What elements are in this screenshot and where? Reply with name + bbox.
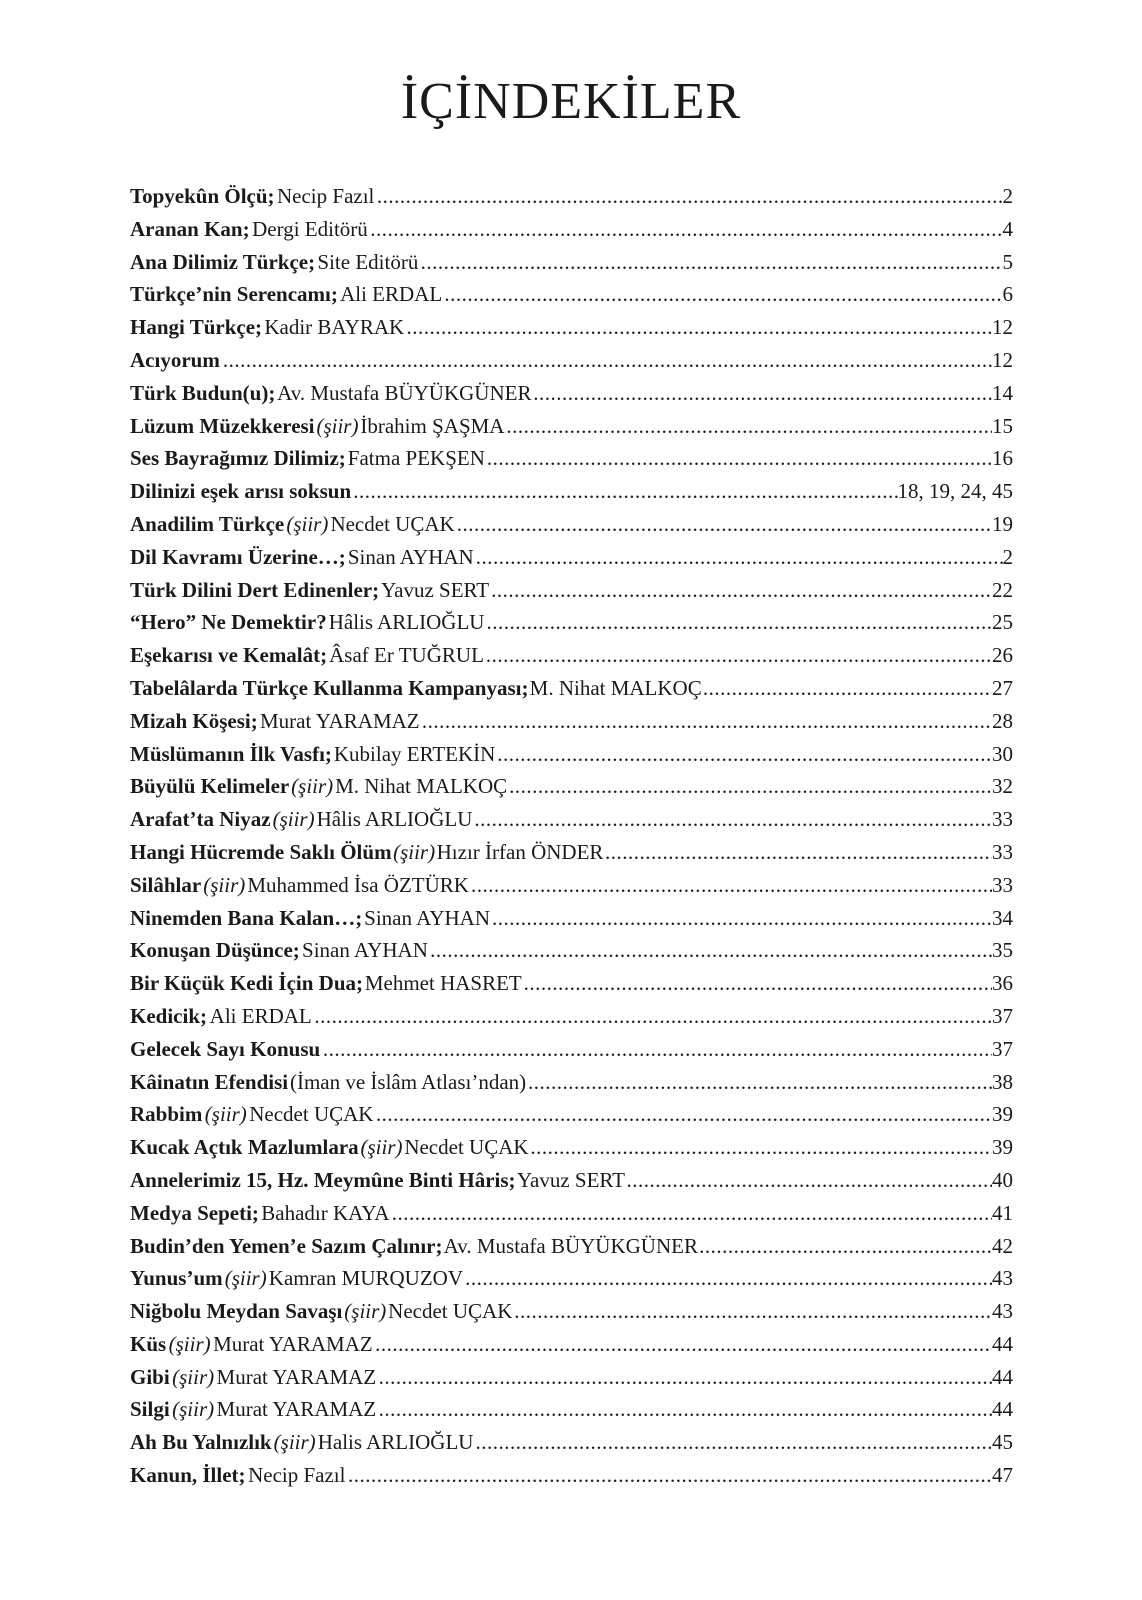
toc-entry	[130, 869, 1013, 902]
toc-entry-title: Kanun, İllet;	[130, 1463, 246, 1488]
toc-entry	[130, 180, 1013, 213]
toc-entry-type: (şiir)	[204, 1102, 247, 1127]
toc-entry	[130, 1131, 1013, 1164]
toc-entry	[130, 278, 1013, 311]
toc-entry	[130, 508, 1013, 541]
toc-entry-title: Silâhlar	[130, 872, 202, 897]
toc-entry	[130, 836, 1013, 869]
toc-entry-author: Ali ERDAL	[209, 1003, 312, 1028]
dot-leader	[421, 246, 1003, 279]
toc-entry	[130, 410, 1013, 443]
toc-entry-page-number: 39	[992, 1135, 1013, 1160]
toc-entry-author: Sinan AYHAN	[347, 544, 474, 569]
toc-entry-title: Medya Sepeti;	[130, 1200, 259, 1225]
toc-entry	[130, 902, 1013, 935]
toc-entry-author: Muhammed İsa ÖZTÜRK	[247, 872, 469, 897]
toc-entry-title: Arafat’ta Niyaz	[130, 807, 271, 832]
toc-entry-author: Necdet UÇAK	[404, 1135, 529, 1160]
toc-entry-page-number: 32	[992, 774, 1013, 799]
toc-entry-title: Anadilim Türkçe	[130, 511, 285, 536]
toc-entry-type: (şiir)	[344, 1299, 387, 1324]
dot-leader	[524, 967, 992, 1000]
toc-entry-author: M. Nihat MALKOÇ	[335, 774, 508, 799]
toc-entry-author: Murat YARAMAZ	[216, 1397, 377, 1422]
toc-entry-author: Necdet UÇAK	[330, 511, 455, 536]
toc-entry	[130, 606, 1013, 639]
toc-entry	[130, 1328, 1013, 1361]
dot-leader	[348, 1459, 992, 1492]
toc-entry	[130, 1426, 1013, 1459]
toc-entry-page-number: 16	[992, 446, 1013, 471]
toc-entry-author: Fatma PEKŞEN	[347, 446, 485, 471]
toc-entry-title: Dil Kavramı Üzerine…;	[130, 544, 346, 569]
dot-leader	[476, 1426, 993, 1459]
toc-entry-author: Necdet UÇAK	[249, 1102, 374, 1127]
dot-leader	[422, 705, 992, 738]
toc-entry-author: Hâlis ARLIOĞLU	[316, 807, 473, 832]
dot-leader	[492, 902, 992, 935]
toc-entry	[130, 639, 1013, 672]
dot-leader	[353, 475, 897, 508]
dot-leader	[626, 1164, 992, 1197]
toc-entry-page-number: 4	[1002, 216, 1013, 241]
dot-leader	[314, 1000, 992, 1033]
toc-entry-title: Türkçe’nin Serencamı;	[130, 282, 338, 307]
toc-entry	[130, 541, 1013, 574]
toc-entry-title: Ninemden Bana Kalan…;	[130, 905, 363, 930]
toc-entry-author: Necdet UÇAK	[388, 1299, 513, 1324]
toc-entry-type: (şiir)	[168, 1331, 211, 1356]
toc-entry-author: Kamran MURQUZOV	[268, 1266, 464, 1291]
toc-entry-title: Aranan Kan;	[130, 216, 250, 241]
toc-entry-author: Kubilay ERTEKİN	[333, 741, 496, 766]
toc-entry	[130, 377, 1013, 410]
toc-entry-page-number: 22	[992, 577, 1013, 602]
toc-entry-page-number: 42	[992, 1233, 1013, 1258]
dot-leader	[528, 1066, 992, 1099]
toc-entry-page-number: 25	[992, 610, 1013, 635]
toc-entry-title: Müslümanın İlk Vasfı;	[130, 741, 332, 766]
dot-leader	[379, 1361, 992, 1394]
toc-entry-type: (şiir)	[286, 511, 329, 536]
toc-entry-author: Dergi Editörü	[252, 216, 368, 241]
toc-entry	[130, 213, 1013, 246]
toc-entry-title: Eşekarısı ve Kemalât;	[130, 643, 328, 668]
toc-entry	[130, 1230, 1013, 1263]
toc-entry	[130, 1033, 1013, 1066]
toc-entry-author: İbrahim ŞAŞMA	[360, 413, 505, 438]
dot-leader	[533, 377, 992, 410]
toc-entry-type: (şiir)	[291, 774, 334, 799]
dot-leader	[377, 180, 1003, 213]
dot-leader	[376, 1098, 992, 1131]
toc-entry-page-number: 44	[991, 1397, 1013, 1422]
dot-leader	[506, 410, 992, 443]
toc-entry-type: (şiir)	[224, 1266, 267, 1291]
toc-entry-title: Konuşan Düşünce;	[130, 938, 300, 963]
toc-entry-type: (şiir)	[203, 872, 246, 897]
table-of-contents	[130, 180, 1013, 1492]
toc-entry-author: Necip Fazıl	[248, 1463, 346, 1488]
dot-leader	[476, 541, 1003, 574]
dot-leader	[699, 1230, 992, 1263]
toc-entry-page-number: 37	[992, 1036, 1013, 1061]
toc-entry	[130, 1393, 1013, 1426]
toc-entry-title: Kâinatın Efendisi	[130, 1069, 289, 1094]
dot-leader	[486, 639, 992, 672]
toc-entry-type: (şiir)	[393, 839, 436, 864]
toc-entry	[130, 934, 1013, 967]
toc-entry-page-number: 33	[992, 807, 1013, 832]
dot-leader	[486, 606, 992, 639]
toc-entry-page-number: 45	[992, 1430, 1013, 1455]
toc-entry-title: Bir Küçük Kedi İçin Dua;	[130, 971, 363, 996]
toc-entry-type: (şiir)	[273, 1430, 316, 1455]
toc-entry-title: Türk Dilini Dert Edinenler;	[130, 577, 380, 602]
toc-entry-title: Kucak Açtık Mazlumlara	[130, 1135, 359, 1160]
toc-entry-page-number: 12	[992, 315, 1013, 340]
toc-entry-type: (şiir)	[360, 1135, 403, 1160]
toc-entry-author: Hâlis ARLIOĞLU	[328, 610, 485, 635]
toc-entry-author: Yavuz SERT	[381, 577, 490, 602]
dot-leader	[370, 213, 1002, 246]
toc-entry-title: Dilinizi eşek arısı soksun	[130, 479, 352, 504]
toc-entry-page-number: 44	[992, 1331, 1013, 1356]
toc-entry-title: Ses Bayrağımız Dilimiz;	[130, 446, 346, 471]
toc-entry	[130, 705, 1013, 738]
toc-entry-page-number: 26	[992, 643, 1013, 668]
toc-entry-title: Silgi	[130, 1397, 170, 1422]
toc-entry-page-number: 34	[991, 905, 1013, 930]
toc-entry-author: Sinan AYHAN	[302, 938, 428, 963]
dot-leader	[375, 1328, 992, 1361]
toc-entry-page-number: 15	[992, 413, 1013, 438]
toc-entry	[130, 1459, 1013, 1492]
toc-entry-title: Mizah Köşesi;	[130, 708, 258, 733]
toc-entry-title: Küs	[130, 1331, 167, 1356]
toc-entry-title: Budin’den Yemen’e Sazım Çalınır;	[130, 1233, 443, 1258]
toc-entry-author: Âsaf Er TUĞRUL	[329, 643, 484, 668]
toc-entry-page-number: 47	[992, 1463, 1013, 1488]
toc-entry-title: Kedicik;	[130, 1003, 207, 1028]
toc-entry-page-number: 2	[1002, 184, 1013, 208]
toc-entry-page-number: 33	[992, 839, 1013, 864]
toc-entry-page-number: 27	[992, 675, 1013, 700]
dot-leader	[379, 1393, 992, 1426]
toc-entry	[130, 1066, 1013, 1099]
dot-leader	[444, 278, 1002, 311]
dot-leader	[474, 803, 992, 836]
toc-entry-type: (şiir)	[316, 413, 359, 438]
toc-entry-author: (İman ve İslâm Atlası’ndan)	[289, 1069, 527, 1094]
toc-entry	[130, 1295, 1013, 1328]
dot-leader	[703, 672, 992, 705]
toc-entry-author: Murat YARAMAZ	[259, 708, 420, 733]
toc-entry	[130, 672, 1013, 705]
toc-entry-author: Halis ARLIOĞLU	[317, 1430, 474, 1455]
toc-entry-title: Annelerimiz 15, Hz. Meymûne Binti Hâris;	[130, 1167, 516, 1192]
toc-entry-page-number: 5	[1002, 249, 1013, 274]
toc-entry-title: Niğbolu Meydan Savaşı	[130, 1299, 343, 1324]
toc-entry-author: Sinan AYHAN	[364, 905, 490, 930]
toc-entry-type: (şiir)	[272, 807, 315, 832]
toc-entry-page-number: 28	[992, 708, 1013, 733]
toc-entry-title: Ah Bu Yalnızlık	[130, 1430, 272, 1455]
toc-entry-title: Gelecek Sayı Konusu	[130, 1036, 321, 1061]
toc-entry-title: Lüzum Müzekkeresi	[130, 413, 315, 438]
dot-leader	[457, 508, 992, 541]
toc-entry-page-number: 41	[992, 1200, 1013, 1225]
toc-entry-page-number: 18, 19, 24, 45	[897, 479, 1013, 504]
dot-leader	[406, 311, 992, 344]
toc-entry-title: Hangi Türkçe;	[130, 315, 263, 340]
dot-leader	[530, 1131, 992, 1164]
toc-entry-author: Kadir BAYRAK	[264, 315, 405, 340]
toc-entry-page-number: 43	[991, 1266, 1013, 1291]
toc-entry-title: Türk Budun(u);	[130, 380, 276, 405]
dot-leader	[392, 1197, 992, 1230]
toc-entry-page-number: 43	[992, 1299, 1013, 1324]
toc-entry-title: Tabelâlarda Türkçe Kullanma Kampanyası;	[130, 675, 529, 700]
dot-leader	[430, 934, 992, 967]
toc-entry	[130, 311, 1013, 344]
toc-entry-page-number: 36	[991, 971, 1013, 996]
toc-entry	[130, 574, 1013, 607]
dot-leader	[509, 770, 992, 803]
toc-entry-title: Rabbim	[130, 1102, 203, 1127]
toc-entry-author: Murat YARAMAZ	[216, 1364, 377, 1389]
toc-entry	[130, 344, 1013, 377]
toc-entry-author: Necip Fazıl	[277, 184, 375, 208]
dot-leader	[323, 1033, 992, 1066]
dot-leader	[491, 574, 992, 607]
toc-entry-title: Hangi Hücremde Saklı Ölüm	[130, 839, 392, 864]
dot-leader	[514, 1295, 992, 1328]
toc-entry-title: “Hero” Ne Demektir?	[130, 610, 327, 635]
dot-leader	[605, 836, 992, 869]
toc-entry-type: (şiir)	[172, 1364, 215, 1389]
toc-entry-title: Büyülü Kelimeler	[130, 774, 290, 799]
toc-entry-author: Bahadır KAYA	[261, 1200, 390, 1225]
toc-entry-author: Murat YARAMAZ	[213, 1331, 373, 1356]
toc-entry-page-number: 6	[1002, 282, 1013, 307]
toc-entry	[130, 770, 1013, 803]
toc-entry-title: Yunus’um	[130, 1266, 223, 1291]
toc-entry	[130, 1000, 1013, 1033]
toc-entry-page-number: 38	[991, 1069, 1013, 1094]
toc-entry-page-number: 39	[992, 1102, 1013, 1127]
toc-entry	[130, 738, 1013, 771]
toc-entry-page-number: 14	[992, 380, 1013, 405]
toc-entry-author: Yavuz SERT	[516, 1167, 626, 1192]
page-title: İÇİNDEKİLER	[400, 73, 742, 130]
toc-entry-author: Mehmet HASRET	[364, 971, 522, 996]
toc-entry	[130, 1164, 1013, 1197]
toc-entry-page-number: 40	[991, 1167, 1013, 1192]
toc-entry	[130, 967, 1013, 1000]
toc-entry	[130, 1361, 1013, 1394]
toc-entry-title: Topyekûn Ölçü;	[130, 184, 275, 208]
dot-leader	[497, 738, 992, 771]
toc-entry-page-number: 30	[992, 741, 1013, 766]
toc-entry-page-number: 44	[991, 1364, 1013, 1389]
toc-entry-author: Hızır İrfan ÖNDER	[436, 839, 604, 864]
toc-entry-author: M. Nihat MALKOÇ	[529, 675, 702, 700]
toc-entry-page-number: 12	[992, 347, 1013, 372]
toc-entry-page-number: 2	[1002, 544, 1013, 569]
toc-entry	[130, 803, 1013, 836]
toc-entry-author: Av. Mustafa BÜYÜKGÜNER	[443, 1233, 698, 1258]
toc-entry	[130, 442, 1013, 475]
toc-entry	[130, 246, 1013, 279]
toc-entry-author: Site Editörü	[317, 249, 419, 274]
toc-entry-page-number: 35	[992, 938, 1013, 963]
toc-entry	[130, 1197, 1013, 1230]
toc-entry-type: (şiir)	[172, 1397, 215, 1422]
toc-entry-title: Gibi	[130, 1364, 170, 1389]
toc-entry	[130, 1262, 1013, 1295]
dot-leader	[471, 869, 992, 902]
dot-leader	[223, 344, 992, 377]
toc-entry	[130, 1098, 1013, 1131]
toc-entry	[130, 475, 1013, 508]
toc-entry-author: Av. Mustafa BÜYÜKGÜNER	[277, 380, 532, 405]
dot-leader	[465, 1262, 992, 1295]
dot-leader	[487, 442, 992, 475]
toc-entry-page-number: 37	[991, 1003, 1013, 1028]
toc-entry-title: Ana Dilimiz Türkçe;	[130, 249, 316, 274]
toc-entry-page-number: 33	[992, 872, 1013, 897]
toc-entry-title: Acıyorum	[130, 347, 220, 372]
toc-entry-page-number: 19	[991, 511, 1013, 536]
toc-entry-author: Ali ERDAL	[340, 282, 443, 307]
